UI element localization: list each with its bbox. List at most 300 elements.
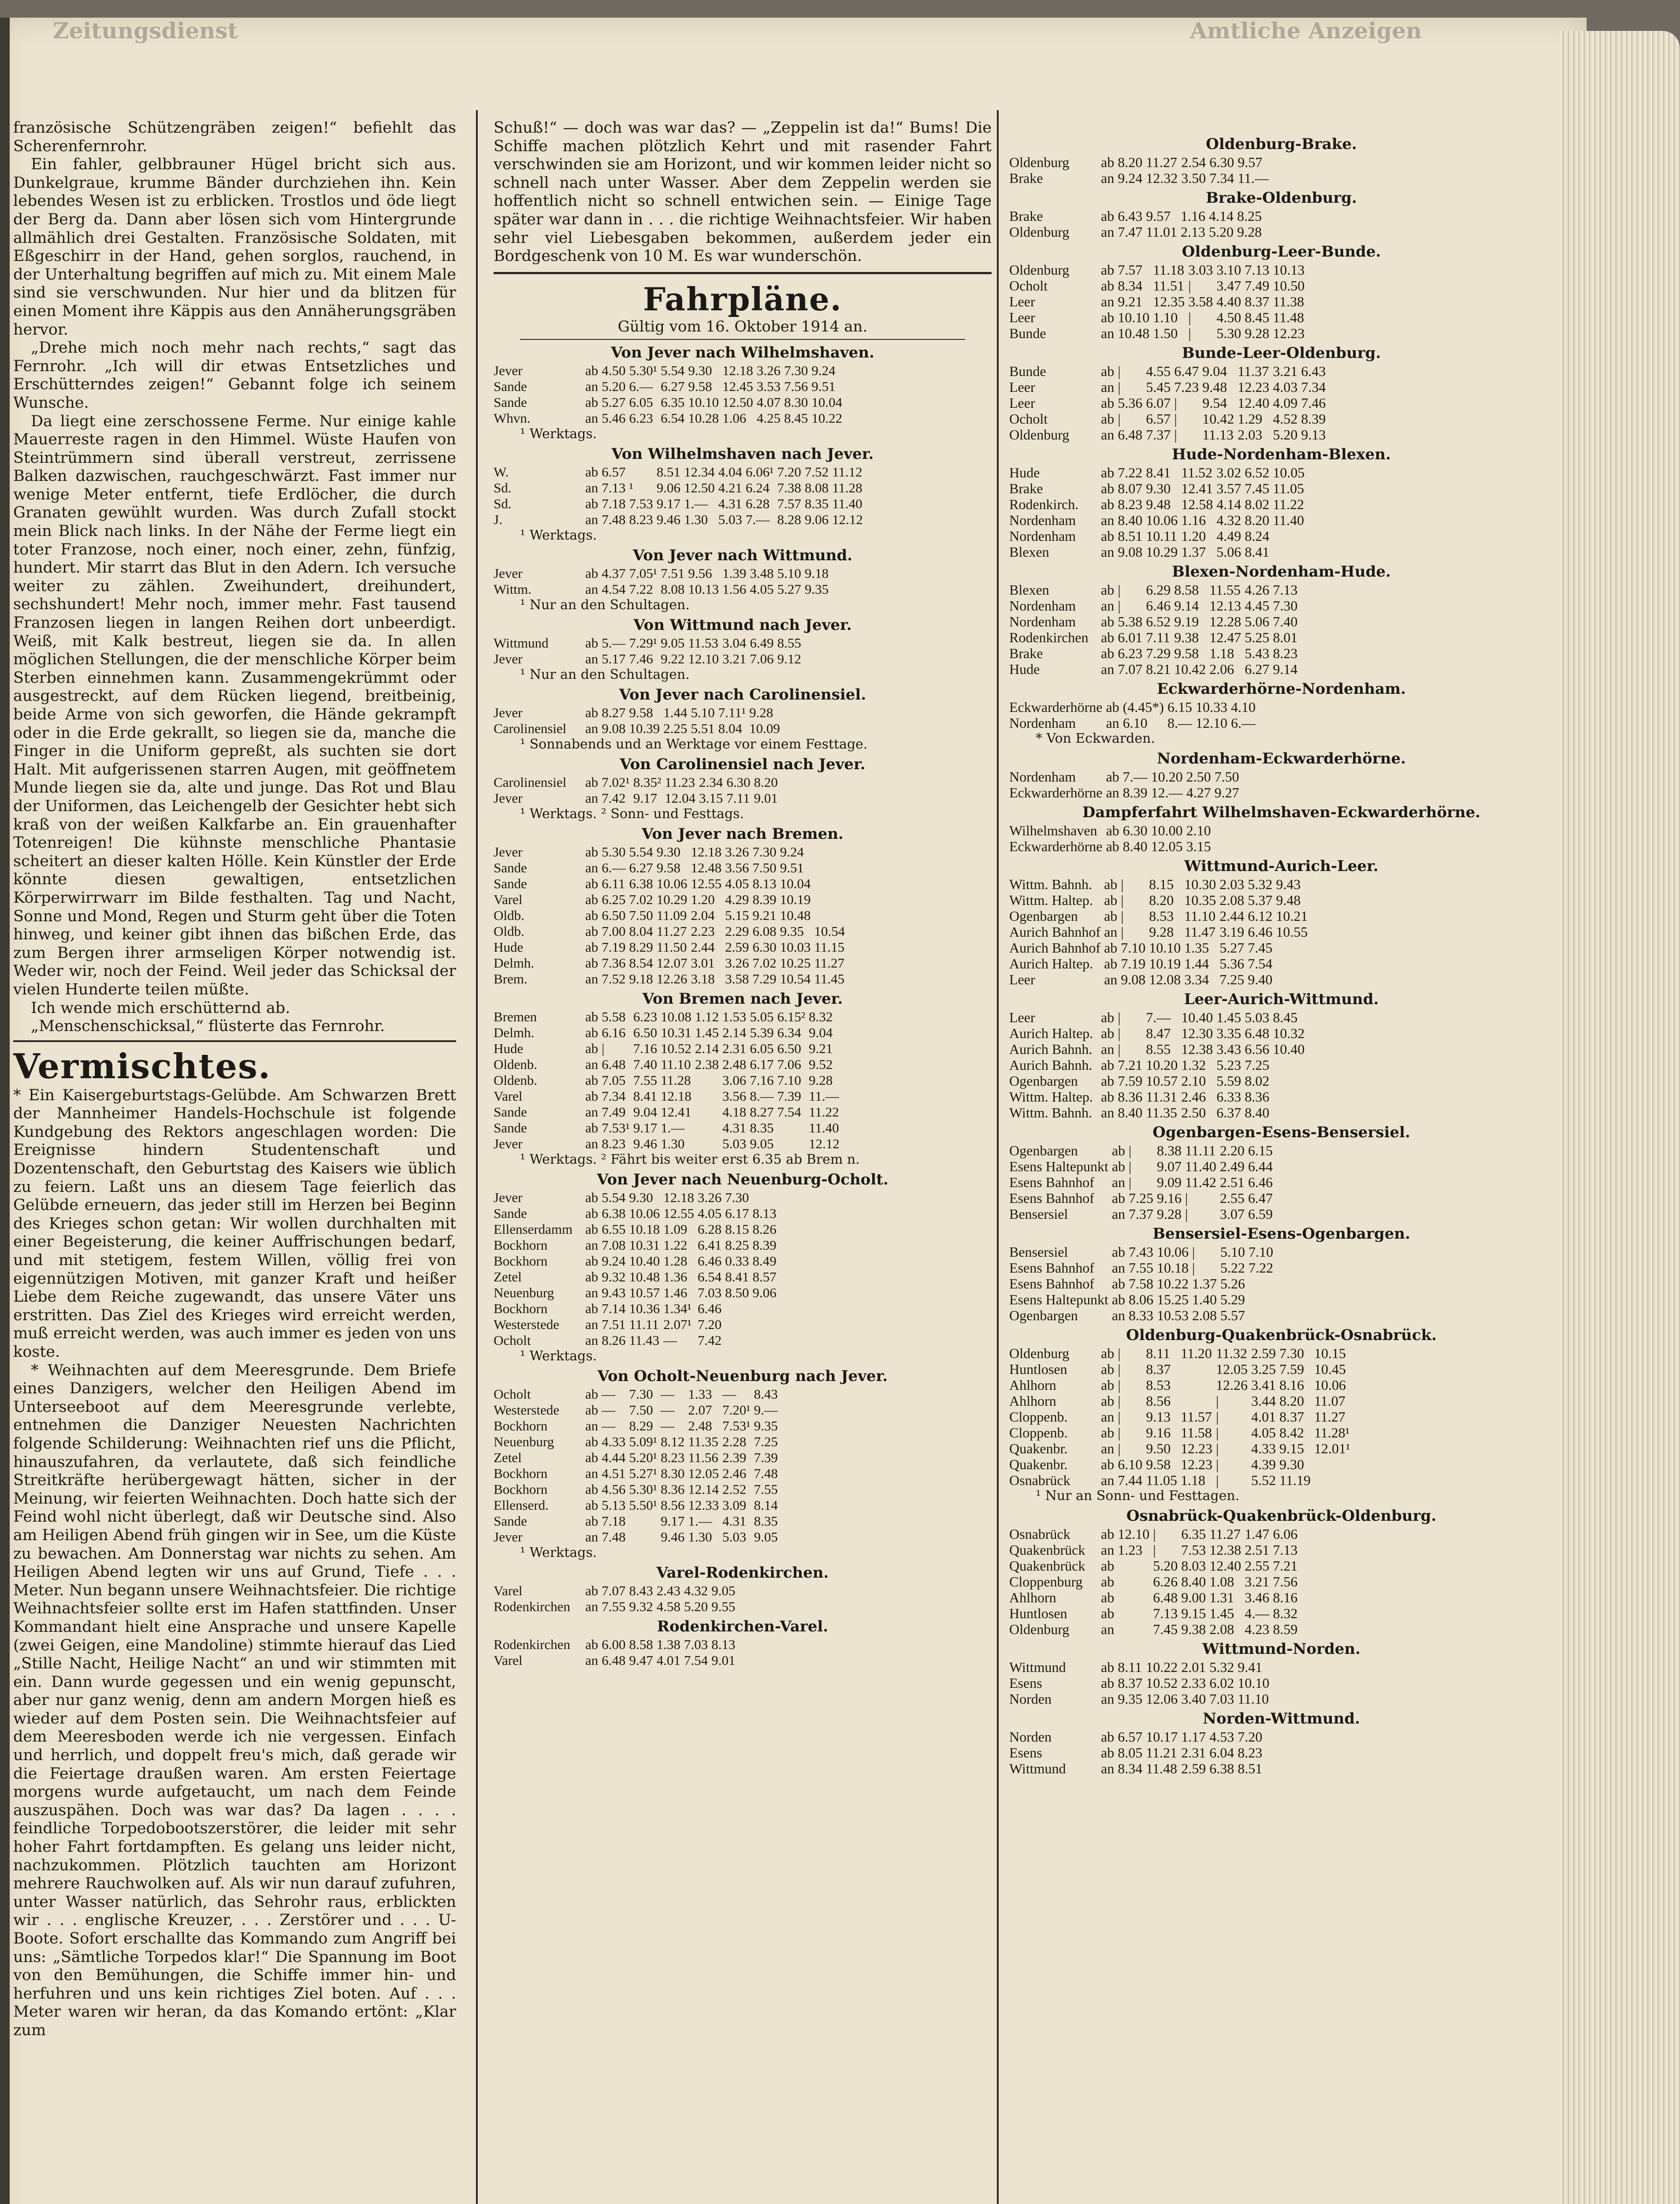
time-cell: 6.57: [1118, 1729, 1143, 1745]
time-cell: 8.15: [1149, 876, 1174, 892]
time-cell: |: [1188, 278, 1191, 294]
time-cell: 5.51: [691, 720, 715, 736]
time-cell: 8.38: [1157, 1143, 1182, 1158]
time-cell: 7.21: [1273, 1558, 1298, 1574]
timetable-row: [1009, 1659, 1273, 1675]
time-cell: 4.23: [1245, 1621, 1270, 1637]
time-cell: 4.14: [1209, 208, 1234, 224]
time-cell: 7.54: [1248, 956, 1273, 972]
time-cell: 6.57: [1146, 411, 1171, 427]
time-cell: 4.04: [718, 464, 743, 480]
time-cell: [1276, 972, 1311, 987]
time-cell: 8.43: [629, 1582, 653, 1598]
time-cell: 4.39: [1251, 1456, 1276, 1472]
time-cell: 2.08: [1219, 892, 1245, 908]
time-cell: 8.45: [784, 410, 808, 426]
time-cell: 7.57: [777, 495, 801, 511]
time-cell: 5.54: [629, 844, 653, 860]
station-name: Wittm.: [494, 581, 532, 597]
time-cell: 2.08: [1209, 1621, 1234, 1637]
time-cell: 8.35²: [633, 774, 662, 790]
time-cell: 8.33: [1129, 1307, 1154, 1323]
time-cell: 3.57: [1216, 480, 1241, 496]
time-cell: 9.30: [629, 1189, 653, 1205]
time-cell: 0.33: [725, 1253, 749, 1269]
time-cell: 8.04: [718, 720, 743, 736]
time-cell: 6.37: [1216, 1105, 1241, 1121]
time-cell: 2.03: [1219, 876, 1245, 892]
time-cell: 11.22: [809, 1104, 839, 1120]
time-cell: 7.18: [602, 495, 626, 511]
time-cell: 11.09: [656, 907, 687, 923]
time-cell: [1118, 1558, 1153, 1574]
time-cell: 5.20: [602, 378, 626, 394]
time-cell: 3.56: [725, 860, 749, 875]
ab-an: ab: [1101, 411, 1115, 427]
station-name: Sande: [494, 394, 527, 410]
time-cell: 8.29: [629, 939, 653, 955]
timetable-row: [494, 1466, 781, 1482]
timetable-title: Oldenburg-Leer-Bunde.: [1182, 243, 1381, 261]
ab-an: an: [585, 480, 598, 495]
time-cell: 5.43: [1245, 645, 1270, 661]
time-cell: 5.45: [1146, 379, 1171, 395]
ab-an: ab: [1101, 1361, 1115, 1377]
timetable: [494, 363, 846, 426]
time-cell: |: [1118, 1441, 1121, 1456]
ab-an: ab: [1101, 1089, 1115, 1105]
time-cell: 9.43: [1276, 876, 1301, 892]
time-cell: 10.45: [1314, 1361, 1346, 1377]
timetable-footnote: ¹ Werktags.: [520, 1348, 597, 1364]
station-name: Norden: [1009, 1691, 1052, 1707]
time-cell: 7.14: [602, 1300, 626, 1316]
timetable-title: Ogenbargen-Esens-Bensersiel.: [1152, 1124, 1410, 1141]
time-cell: 11.42: [1185, 1174, 1216, 1190]
time-cell: 8.57: [752, 1269, 777, 1284]
station-name: Jever: [494, 1189, 523, 1205]
time-cell: 6.47: [1174, 363, 1199, 379]
time-cell: 7.34: [1209, 170, 1234, 186]
time-cell: |: [1188, 309, 1191, 325]
time-cell: 12.55: [663, 1205, 695, 1221]
time-cell: 7.20¹: [722, 1402, 751, 1418]
ab-an: ab: [585, 875, 598, 891]
ab-an: an: [1101, 170, 1115, 186]
time-cell: 4.55: [1146, 363, 1171, 379]
timetable-row: [494, 1434, 781, 1450]
paragraph: * Weihnachten auf dem Meeresgrunde. Dem Briefe eines Danzigers, welcher den Heiligen Abend im Unterseeboot auf dem Meeresgrunde verlebte, entnehmen die Danziger Neuesten Nachrichten folgende Schilderung: Weihnachten rief uns die Pflicht, hinauszufahren, da verlautete, daß sich feindliche Streitkräfte herübergewagt hätten, sicher in der Meinung, wir feierten Weihnachten. Doch hatte sich der Feind wohl nicht überlegt, daß wir Deutsche sind. Also am Heiligen Abend früh gingen wir in See, um die Küste zu bewachen. Am Donnerstag war nichts zu sehen. Am Heiligen Abend legten wir uns auf Grund, Tiefe . . . Meter. Nun begann unsere Weihnachtsfeier. Die richtige Weihnachtsfeier sollte erst im Hafen stattfinden. Unser Kommandant hielt eine Ansprache und unsere Kapelle (zwei Geigen, eine Mandoline) stimmte hierauf das Lied „Stille Nacht, Heilige Nacht“ an und wir stimmten mit ein. Dann wurde gegessen und ein wenig gepunscht, aber nur ganz wenig, denn am andern Morgen hieß es wieder auf dem Posten sein. Die Weihnachtsfeier auf dem Meeresboden werde ich nie vergessen. Einfach und herrlich, und doppelt freu's mich, daß gerade wir die Feiertage draußen waren. Am ersten Feiertage morgens wurde aufgetaucht, um nach dem Feinde auszuspähen. Doch was war das? Da lagen . . . . feindliche Torpedobootszerstörer, die leider mit sehr hoher Fahrt fortdampften. Es gelang uns leider nicht, nachzukommen. Plötzlich tauchten am Horizont mehrere Rauchwolken auf. Als wir nun darauf zufuhren, unter Wasser natürlich, das Sehrohr raus, erblickten wir . . . englische Kreuzer, . . . Zerstörer und . . . U-Boote. Sofort erschallte das Kommando zum Angriff bei uns: „Sämtliche Torpedos klar!“ Die Spannung im Boot von den Bemühungen, die Schiffe immer hin- und herfuhren und uns kein richtiges Ziel boten. Auf . . . Meter waren wir heran, da das Komando ertönt: „Klar zum: [13, 1361, 456, 2039]
timetable-title: Von Carolinensiel nach Jever.: [620, 755, 866, 773]
time-cell: 6.34: [777, 1024, 801, 1040]
time-cell: [1249, 1276, 1277, 1292]
time-cell: 7.10: [1121, 940, 1146, 956]
time-cell: 7.07: [602, 1582, 626, 1598]
timetable-row: [1009, 892, 1311, 908]
time-cell: 9.21: [752, 907, 777, 923]
time-cell: 8.25: [1237, 208, 1262, 224]
time-cell: 3.58: [725, 971, 749, 987]
timetable-footnote: * Von Eckwarden.: [1036, 731, 1155, 746]
time-cell: 11.01: [1146, 224, 1178, 240]
time-cell: 10.48: [1118, 325, 1150, 341]
time-cell: 11.27: [656, 923, 687, 939]
timetable-title: Von Jever nach Carolinensiel.: [619, 685, 866, 704]
time-cell: 1.50: [1153, 325, 1178, 341]
time-cell: 4.03: [1273, 379, 1298, 395]
time-cell: |: [1118, 598, 1121, 614]
time-cell: 2.44: [691, 939, 715, 955]
time-cell: 10.20: [1146, 1057, 1178, 1073]
ab-an: ab: [1101, 1025, 1115, 1041]
station-name: Neuenburg: [494, 1284, 554, 1300]
time-cell: 7.34: [602, 1088, 626, 1104]
time-cell: 8.58: [1174, 582, 1199, 598]
ab-an: ab: [585, 1582, 598, 1598]
time-cell: 3.48: [750, 565, 774, 581]
station-name: Esens Bahnhof: [1009, 1276, 1094, 1292]
time-cell: 7.45: [1248, 940, 1273, 956]
timetable-row: [1009, 1041, 1308, 1057]
time-cell: 6.30: [1122, 823, 1148, 838]
station-name: Ellenserdamm: [494, 1221, 573, 1237]
time-cell: 7.52: [804, 464, 829, 480]
time-cell: 4.40: [1216, 294, 1241, 309]
timetable-row: [494, 395, 846, 410]
time-cell: 12.12: [809, 1136, 840, 1151]
time-cell: 9.17: [661, 1513, 685, 1529]
time-cell: 7.08: [602, 1237, 626, 1253]
time-cell: 2.28: [722, 1433, 747, 1449]
time-cell: 9.35: [1118, 1691, 1143, 1707]
timetable-row: [494, 512, 866, 528]
time-cell: 3.56: [722, 1088, 747, 1104]
station-name: Esens Bahnhof: [1009, 1190, 1094, 1206]
time-cell: [1181, 1377, 1216, 1393]
time-cell: 6.15: [1248, 1143, 1273, 1158]
time-cell: 9.58: [1146, 1456, 1171, 1472]
station-name: Oldenburg: [1009, 154, 1070, 170]
time-cell: 8.54: [629, 955, 653, 971]
time-cell: 5.23: [1216, 1057, 1241, 1073]
ab-an: ab: [585, 1636, 598, 1652]
timetable-row: [494, 1599, 739, 1615]
time-cell: 2.48: [688, 1418, 712, 1433]
ab-an: ab: [1111, 1158, 1126, 1174]
time-cell: 8.13: [711, 1636, 736, 1652]
timetable: [1009, 1526, 1301, 1637]
time-cell: 11.28: [832, 480, 862, 495]
timetable-row: [494, 1057, 843, 1072]
time-cell: 6.35: [661, 394, 685, 410]
timetable-row: [1009, 1307, 1277, 1323]
ab-an: ab: [1101, 309, 1115, 325]
time-cell: 2.25: [663, 720, 688, 736]
timetable-row: [1009, 1143, 1276, 1158]
time-cell: 3.26: [698, 1189, 722, 1205]
time-cell: 12.30: [1181, 1025, 1213, 1041]
station-name: Aurich Haltep.: [1009, 956, 1093, 972]
time-cell: 2.49: [1219, 1158, 1245, 1174]
time-cell: 8.27: [602, 704, 626, 720]
time-cell: 9.14: [1273, 661, 1298, 677]
time-cell: 6.50: [602, 907, 626, 923]
time-cell: 10.10: [1149, 940, 1181, 956]
time-cell: 6.15: [1167, 699, 1192, 715]
timetable-row: [494, 876, 848, 892]
time-cell: 11.11: [1185, 1143, 1216, 1158]
time-cell: |: [1216, 1441, 1219, 1456]
ab-an: ab: [1101, 1675, 1115, 1691]
time-cell: 11.12: [832, 464, 862, 480]
time-cell: 5.20: [684, 1598, 708, 1614]
timetable-row: [494, 971, 848, 987]
timetable: [494, 1583, 739, 1615]
time-cell: 6.17: [750, 1056, 774, 1072]
station-name: Ocholt: [1009, 411, 1048, 427]
ab-an: ab: [1101, 208, 1115, 224]
time-cell: 12.23: [1181, 1456, 1213, 1472]
time-cell: 8.23: [1273, 645, 1298, 661]
time-cell: 5.32: [1248, 876, 1273, 892]
timetable-row: [1009, 582, 1301, 598]
time-cell: —: [661, 1386, 675, 1402]
time-cell: 8.08: [804, 480, 829, 495]
station-name: Sande: [494, 1104, 527, 1120]
timetables-middle: [494, 343, 992, 1668]
time-cell: 8.26: [602, 1332, 626, 1348]
time-cell: 7.25: [754, 1433, 778, 1449]
time-cell: 5.20: [1153, 1558, 1178, 1574]
time-cell: 7.59: [1118, 1073, 1143, 1089]
timetable-row: [494, 496, 866, 512]
timetable: [494, 774, 781, 806]
ab-an: ab: [1104, 908, 1118, 924]
time-cell: 10.15: [1314, 1345, 1346, 1361]
time-cell: 7.39: [777, 1088, 801, 1104]
time-cell: 7.18: [602, 1513, 626, 1529]
ab-an: ab: [1101, 1425, 1115, 1441]
time-cell: 8.08: [661, 581, 685, 597]
station-name: Sande: [494, 875, 527, 891]
timetable-row: [1009, 411, 1329, 427]
timetable-row: [494, 1190, 780, 1206]
ab-an: ab: [585, 1072, 598, 1088]
time-cell: 1.28: [663, 1253, 688, 1269]
ab-an: an: [585, 1237, 598, 1253]
time-cell: 4.18: [722, 1104, 747, 1120]
ab-an: ab: [1101, 645, 1115, 661]
time-cell: 2.06: [1209, 661, 1234, 677]
time-cell: 9.09: [1157, 1174, 1182, 1190]
time-cell: 9.47: [629, 1652, 653, 1668]
time-cell: 9.57: [1238, 154, 1263, 170]
ab-an: ab: [585, 1040, 598, 1056]
timetable: [494, 1637, 739, 1668]
timetable-row: [494, 908, 848, 923]
time-cell: 8.56: [661, 1497, 685, 1513]
time-cell: [629, 464, 657, 480]
time-cell: 7.25: [1219, 972, 1245, 987]
time-cell: 2.33: [1181, 1675, 1206, 1691]
timetable-row: [494, 1136, 843, 1152]
station-name: Cloppenburg: [1009, 1574, 1083, 1590]
timetable-title: Dampferfahrt Wilhelmshaven-Eckwarderhörne.: [1082, 804, 1481, 821]
time-cell: 4.51: [602, 1465, 626, 1481]
time-cell: 11.07: [1314, 1393, 1345, 1409]
time-cell: 7.59: [1279, 1361, 1305, 1377]
time-cell: 10.21: [1276, 908, 1308, 924]
timetable-row: [494, 774, 781, 790]
station-name: Jever: [494, 1529, 523, 1545]
time-cell: 8.40: [1118, 1105, 1143, 1121]
ab-an: ab: [1101, 1590, 1115, 1605]
time-cell: |: [1118, 1409, 1121, 1425]
ab-an: ab: [585, 495, 598, 511]
time-cell: 2.01: [1181, 1659, 1206, 1675]
station-name: Aurich Bahnh.: [1009, 1041, 1093, 1057]
timetable-row: [1009, 1621, 1301, 1637]
station-name: Wilhelmshaven: [1009, 823, 1097, 838]
time-cell: 9.24: [780, 844, 804, 860]
time-cell: 11.05: [1273, 480, 1305, 496]
station-name: Aurich Bahnhof: [1009, 924, 1101, 940]
time-cell: 7.06: [750, 651, 774, 666]
time-cell: 10.06: [1157, 1244, 1189, 1260]
ab-an: ab: [585, 1449, 598, 1465]
time-cell: 4.52: [1273, 411, 1298, 427]
time-cell: 9.55: [711, 1598, 736, 1614]
ab-an: an: [1101, 224, 1115, 240]
time-cell: 4.29: [725, 891, 749, 907]
ab-an: an: [1111, 1206, 1126, 1222]
time-cell: 9.00: [1181, 1590, 1206, 1605]
time-cell: 3.21: [1245, 1574, 1270, 1590]
time-cell: 11.19: [1279, 1472, 1311, 1488]
time-cell: [725, 1317, 752, 1333]
timetable-row: [494, 790, 781, 806]
timetable-row: [1009, 1729, 1266, 1745]
time-cell: 5.10: [691, 704, 715, 720]
time-cell: 9.48: [1146, 496, 1171, 512]
timetable-row: [1009, 208, 1265, 224]
time-cell: 8.20: [1245, 512, 1270, 528]
time-cell: 12.38: [1209, 1542, 1241, 1558]
ab-an: ab: [585, 464, 598, 480]
time-cell: 10.08: [661, 1009, 691, 1024]
time-cell: 6.48: [602, 1056, 626, 1072]
time-cell: 12.10: [1195, 715, 1227, 731]
time-cell: 7.13: [1245, 262, 1270, 278]
timetable-row: [1009, 465, 1308, 480]
ab-an: ab: [1101, 528, 1115, 544]
time-cell: 2.10: [1181, 1073, 1206, 1089]
time-cell: —: [602, 1402, 616, 1418]
time-cell: 8.49: [752, 1253, 777, 1269]
station-name: Aurich Haltep.: [1009, 1025, 1093, 1041]
time-cell: 9.01: [754, 790, 778, 806]
time-cell: 5.36: [1118, 395, 1143, 411]
ab-an: ab: [585, 394, 598, 410]
timetable: [494, 1009, 843, 1152]
time-cell: 7.20: [777, 464, 801, 480]
time-cell: |: [1129, 1143, 1132, 1158]
time-cell: 4.21: [718, 480, 743, 495]
station-name: Oldenb.: [494, 1056, 538, 1072]
ab-an: an: [1101, 1621, 1115, 1637]
time-cell: 10.19: [780, 891, 811, 907]
time-cell: 2.51: [1245, 1542, 1270, 1558]
time-cell: 11.40: [832, 495, 862, 511]
time-cell: 4.27: [1186, 785, 1211, 800]
time-cell: 10.04: [811, 394, 843, 410]
time-cell: 9.17: [656, 495, 681, 511]
time-cell: 10.28: [688, 410, 719, 426]
time-cell: 8.14: [754, 1497, 778, 1513]
timetable-row: [1009, 1590, 1301, 1605]
time-cell: 3.46: [1245, 1590, 1270, 1605]
time-cell: |: [1121, 908, 1124, 924]
ab-an: ab: [1104, 940, 1118, 956]
time-cell: 3.50: [1181, 170, 1206, 186]
time-cell: 11.27: [814, 955, 845, 971]
paragraph: „Menschenschicksal,“ flüsterte das Fernrohr.: [31, 1017, 385, 1035]
ab-an: ab: [1104, 956, 1118, 972]
time-cell: 9.56: [688, 565, 712, 581]
timetable-title: Brake-Oldenburg.: [1206, 189, 1357, 207]
time-cell: 5.20: [1273, 427, 1298, 443]
timetable-row: [494, 1497, 781, 1513]
time-cell: 7.46: [1301, 395, 1326, 411]
time-cell: 1.—: [688, 1513, 712, 1529]
time-cell: 9.05: [754, 1529, 778, 1545]
ab-an: an: [1101, 294, 1115, 309]
ab-an: ab: [585, 907, 598, 923]
timetable-footnote: ¹ Sonnabends und an Werktage vor einem Festtage.: [520, 736, 868, 752]
time-cell: |: [1216, 1393, 1219, 1409]
ab-an: ab: [1101, 496, 1115, 512]
time-cell: 5.03: [722, 1529, 747, 1545]
station-name: Wittmund: [1009, 1659, 1066, 1675]
time-cell: 10.36: [629, 1300, 660, 1316]
ab-an: an: [1101, 1409, 1115, 1425]
time-cell: 7.54: [777, 1104, 801, 1120]
time-cell: 7.11: [726, 790, 750, 806]
time-cell: 7.38: [777, 480, 801, 495]
time-cell: 7.44: [1118, 1472, 1143, 1488]
time-cell: 7.16: [750, 1072, 774, 1088]
station-name: Oldenburg: [1009, 427, 1070, 443]
time-cell: 6.27: [1245, 661, 1270, 677]
ab-an: ab: [585, 565, 598, 581]
time-cell: 5.32: [1209, 1659, 1234, 1675]
time-cell: 8.53: [1149, 908, 1174, 924]
ab-an: an: [1104, 924, 1118, 940]
time-cell: 8.13: [752, 875, 777, 891]
ab-an: ab: [585, 635, 598, 651]
time-cell: 10.31: [661, 1024, 691, 1040]
time-cell: 12.45: [722, 378, 753, 394]
timetable-footnote: ¹ Nur an den Schultagen.: [520, 597, 690, 613]
timetable-title: Von Ocholt-Neuenburg nach Jever.: [597, 1367, 888, 1385]
station-name: Osnabrück: [1009, 1472, 1070, 1488]
time-cell: 3.19: [1219, 924, 1245, 940]
time-cell: 3.04: [722, 635, 747, 651]
time-cell: 8.32: [809, 1009, 833, 1024]
time-cell: 7.50: [629, 907, 653, 923]
time-cell: 1.20: [1181, 528, 1206, 544]
time-cell: 6.48: [1153, 1590, 1178, 1605]
